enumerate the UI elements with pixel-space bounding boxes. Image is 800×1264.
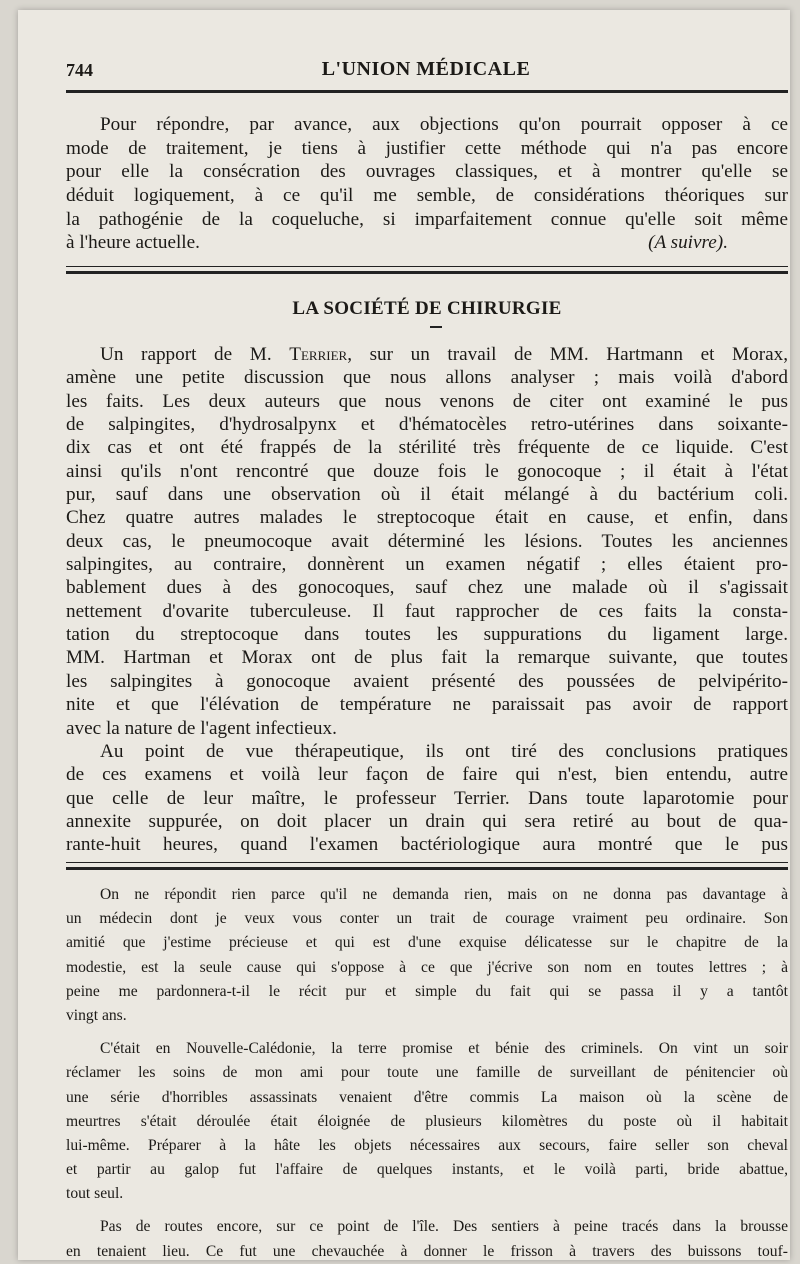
text-line: en tenaient lieu. Ce fut une chevauchée à donner le frisson à travers des buissons touf-: [66, 1242, 788, 1260]
text-line: meurtres s'était déroulée était éloignée de plusieurs kilomètres du poste où il habitait: [66, 1112, 788, 1130]
intro-paragraph: [66, 113, 788, 255]
section-rule-bottom: [66, 271, 788, 274]
text-line: [66, 231, 788, 255]
text-line: la pathogénie de la coqueluche, si imparfaitement connue qu'elle soit même: [66, 208, 788, 230]
text-line: un médecin dont je veux vous conter un trait de courage vraiment peu ordinaire. Son: [66, 910, 788, 928]
text-line: et partir au galop fut l'affaire de quelques instants, et le voilà parti, bride abattue,: [66, 1161, 788, 1179]
section-title: LA SOCIÉTÉ DE CHIRURGIE: [292, 298, 562, 319]
text-line: de salpingites, d'hydrosalpynx et d'hématocèles retro-utérines dans soixante-: [66, 414, 788, 436]
paragraph-gap: [66, 1028, 788, 1037]
text-line: déduit logiquement, à ce qu'il me semble, de considérations théoriques sur: [66, 185, 788, 207]
text-line: modestie, est la seule cause qui s'oppose à ce que j'écrive son nom en toutes lettres ; à: [66, 958, 788, 976]
text-line: deux cas, le pneumocoque avait déterminé les lésions. Toutes les anciennes: [66, 530, 788, 552]
text-line: que celle de leur maître, le professeur Terrier. Dans toute laparotomie pour: [66, 787, 788, 809]
article-first-line-start: Un rapport de M.: [100, 344, 290, 365]
text-line: MM. Hartman et Morax ont de plus fait la remarque suivante, que toutes: [66, 647, 788, 669]
text-line: tout seul.: [66, 1185, 124, 1203]
text-line: On ne répondit rien parce qu'il ne demanda rien, mais on ne donna pas davantage à: [100, 886, 788, 903]
author-name-terrier: Terrier: [289, 344, 348, 365]
text-line: nite et que l'élévation de température ne paraissait pas avoir de rapport: [66, 694, 788, 716]
text-line: pour elle la consécration des ouvrages classiques, et à montrer qu'elle se: [66, 161, 788, 183]
text-line: annexite suppurée, on doit placer un drain qui sera retiré au bout de qua-: [66, 810, 788, 832]
text-line: Au point de vue thérapeutique, ils ont tiré des conclusions pratiques: [100, 740, 788, 762]
text-line: salpingites, au contraire, donnèrent un examen négatif ; elles étaient pro-: [66, 554, 788, 576]
text-line: bablement dues à des gonocoques, sauf chez une malade où il s'agissait: [66, 577, 788, 599]
text-line: avec la nature de l'agent infectieux.: [66, 717, 337, 739]
journal-title: L'UNION MÉDICALE: [321, 58, 531, 80]
footnote-rule-top: [66, 862, 788, 863]
page-header: [66, 56, 786, 86]
page-number: 744: [66, 60, 93, 80]
to-be-continued: (A suivre).: [648, 232, 728, 254]
text-line: rante-huit heures, quand l'examen bactériologique aura montré que le pus: [66, 834, 788, 856]
text-line: amitié que j'estime précieuse et qui est d'une exquise délicatesse sur le chapitre de la: [66, 934, 788, 952]
text-line: dix cas et ont été frappés de la stérilité très fréquente de ce liquide. C'est: [66, 437, 788, 459]
text-line: lui-même. Préparer à la hâte les objets nécessaires aux secours, faire seller son cheval: [66, 1136, 788, 1154]
text-line: Pas de routes encore, sur ce point de l'île. Des sentiers à peine tracés dans la brousse: [100, 1218, 788, 1236]
text-line: pur, sauf dans une observation où il était mélangé à du bactérium coli.: [66, 484, 788, 506]
text-line: tation du streptocoque dans toutes les suppurations du ligament large.: [66, 624, 788, 646]
text-line: vingt ans.: [66, 1006, 127, 1024]
text-line: nettement d'ovarite tuberculeuse. Il faut rapprocher de ces faits la consta-: [66, 600, 788, 622]
text-line: [66, 343, 788, 366]
article-first-line-end: , sur un travail de MM. Hartmann et Morax,: [347, 344, 788, 365]
intro-last-line: à l'heure actuelle.: [66, 232, 200, 254]
section-title-mark: [430, 326, 442, 328]
document-page: [18, 10, 790, 1260]
text-line: amène une petite discussion que nous allons analyser ; mais voilà d'abord: [66, 367, 788, 389]
text-line: peine me pardonnera-t-il le récit pur et simple du fait qui se passa il y a tantôt: [66, 982, 788, 1000]
text-line: les salpingites à gonocoque avaient présenté des poussées de pelvipérito-: [66, 670, 788, 692]
section-rule-top: [66, 266, 788, 267]
header-rule: [66, 90, 788, 93]
text-line: une série d'horribles assassinats venaient d'être commis La maison où la scène de: [66, 1088, 788, 1106]
text-line: ainsi qu'ils n'ont rencontré que douze fois le gonocoque ; il était à l'état: [66, 460, 788, 482]
article-body: [66, 343, 788, 857]
paragraph-gap: [66, 1206, 788, 1215]
footnote-block: [66, 883, 788, 1264]
footnote-rule-bottom: [66, 867, 788, 870]
text-line: Chez quatre autres malades le streptocoque était en cause, et enfin, dans: [66, 507, 788, 529]
text-line: de ces examens et voilà leur façon de faire qui n'est, bien entendu, autre: [66, 764, 788, 786]
text-line: réclamer les soins de mon ami pour toute une famille de surveillant de pénitencier où: [66, 1064, 788, 1082]
text-line: Pour répondre, par avance, aux objections qu'on pourrait opposer à ce: [100, 114, 788, 135]
text-line: mode de traitement, je tiens à justifier cette méthode qui n'a pas encore: [66, 137, 788, 159]
text-line: les faits. Les deux auteurs que nous venons de citer ont examiné le pus: [66, 390, 788, 412]
text-line: C'était en Nouvelle-Calédonie, la terre promise et bénie des criminels. On vint un soir: [100, 1040, 788, 1058]
